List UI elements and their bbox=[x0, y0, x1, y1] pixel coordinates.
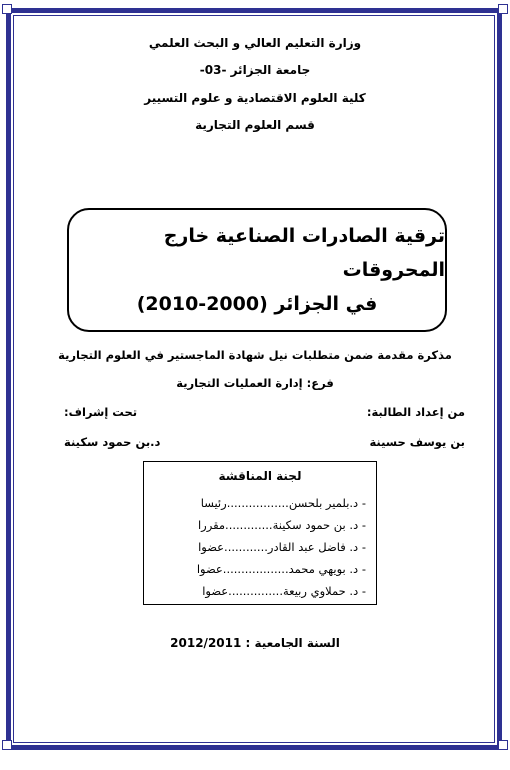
committee-member: - د.بلمير بلحسن.................رئيسا bbox=[200, 496, 366, 510]
thesis-title-box bbox=[67, 208, 447, 332]
border-corner-bottom-left bbox=[2, 740, 12, 750]
supervisor-name: د.بن حمود سكينة bbox=[64, 435, 161, 449]
student-name: بن يوسف حسينة bbox=[369, 435, 465, 449]
committee-member: - د. بويهي محمد..................عضوا bbox=[196, 562, 366, 576]
branch: فرع: إدارة العمليات التجارية bbox=[176, 376, 334, 390]
thesis-title-line1: ترقية الصادرات الصناعية خارج المحروقات bbox=[163, 225, 445, 281]
thesis-note: مذكرة مقدمة ضمن متطلبات نيل شهادة الماجستير في العلوم التجارية bbox=[58, 348, 452, 362]
academic-year: السنة الجامعية : 2012/2011 bbox=[170, 636, 340, 650]
committee-member: - د. بن حمود سكينة.............مقررا bbox=[197, 518, 366, 532]
committee-member: - د. فاضل عبد القادر............عضوا bbox=[198, 540, 366, 554]
border-corner-bottom-right bbox=[498, 740, 508, 750]
committee-title: لجنة المناقشة bbox=[218, 469, 302, 483]
ministry-name: وزارة التعليم العالي و البحث العلمي bbox=[148, 36, 362, 50]
university-name: جامعة الجزائر -03- bbox=[199, 63, 311, 77]
thesis-title-line2: في الجزائر (2000-2010) bbox=[136, 293, 378, 315]
committee-member: - د. حملاوي ربيعة...............عضوا bbox=[202, 584, 366, 598]
border-corner-top-left bbox=[2, 4, 12, 14]
faculty-name: كلية العلوم الاقتصادية و علوم التسيير bbox=[144, 91, 366, 105]
committee-box bbox=[143, 461, 377, 605]
student-label: من إعداد الطالبة: bbox=[366, 405, 465, 419]
border-corner-top-right bbox=[498, 4, 508, 14]
supervisor-label: تحت إشراف: bbox=[64, 405, 138, 419]
department-name: قسم العلوم التجارية bbox=[195, 118, 315, 132]
